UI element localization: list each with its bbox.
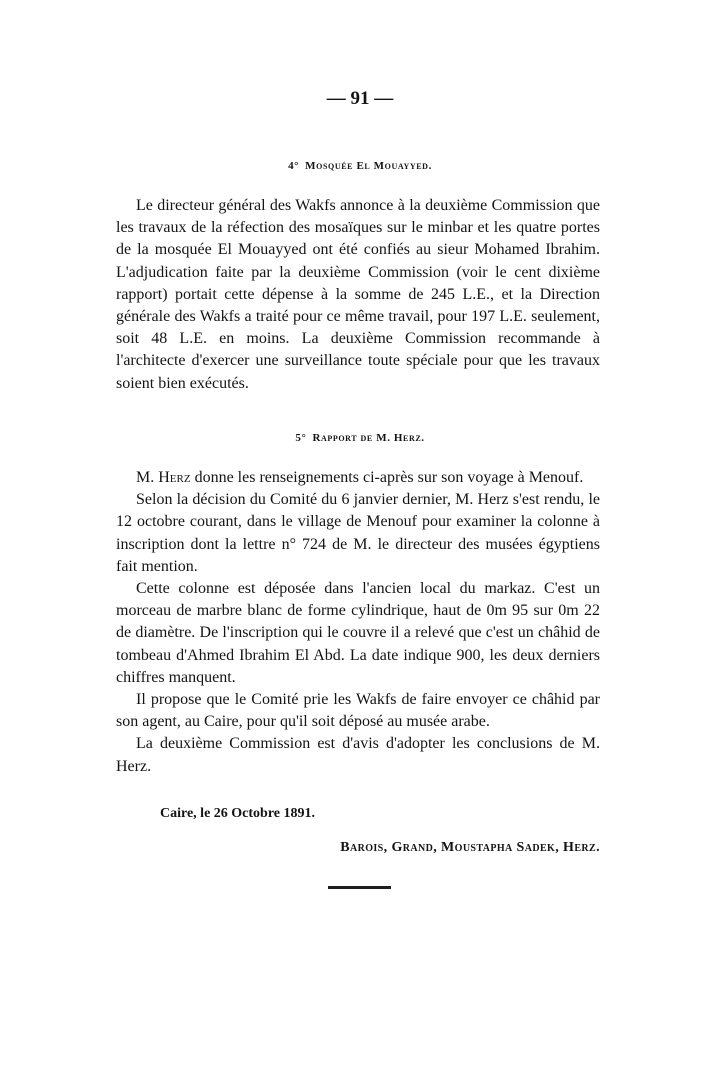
section-body-4	[116, 195, 600, 395]
paragraph: Selon la décision du Comité du 6 janvier dernier, M. Herz s'est rendu, le 12 octobre courant, dans le village de Menouf pour examiner la colonne à inscription dont la lettre n° 724 de M. le directeur des musées égyptiens fait mention.	[116, 491, 600, 575]
dateline: Caire, le 26 Octobre 1891.	[160, 806, 316, 821]
section-heading-4	[0, 160, 720, 172]
page-number: — 91 —	[326, 88, 394, 109]
paragraph: Il propose que le Comité prie les Wakfs de faire envoyer ce châhid par son agent, au Caire, pour qu'il soit déposé au musée arabe.	[116, 691, 600, 731]
section-title: Rapport de M. Herz.	[312, 432, 425, 444]
paragraph: La deuxième Commission est d'avis d'adopter les conclusions de M. Herz.	[116, 735, 600, 775]
person-name: Herz	[158, 469, 191, 486]
section-number: 5°	[295, 432, 307, 444]
paragraph-text: donne les renseignements ci-après sur son voyage à Menouf.	[190, 469, 584, 486]
section-number: 4°	[288, 160, 300, 172]
section-heading-5	[0, 432, 720, 444]
section-title: Mosquée El Mouayyed.	[305, 160, 432, 172]
paragraph	[116, 467, 600, 489]
paragraph-prefix: M.	[136, 469, 159, 486]
section-body-5	[116, 467, 600, 778]
signatures: Barois, Grand, Moustapha Sadek, Herz.	[340, 840, 600, 855]
paragraph: Cette colonne est déposée dans l'ancien local du markaz. C'est un morceau de marbre blanc de forme cylindrique, haut de 0m 95 sur 0m 22 de diamètre. De l'inscription qui le couvre il a relevé que c'est un châhid de tombeau d'Ahmed Ibrahim El Abd. La date indique 900, les deux derniers chiffres manquent.	[116, 580, 600, 686]
paragraph: Le directeur général des Wakfs annonce à la deuxième Commission que les travaux de la réfection des mosaïques sur le minbar et les quatre portes de la mosquée El Mouayyed ont été confiés au sieur Mohamed Ibrahim. L'adjudication faite par la deuxième Commission (voir le cent dixième rapport) portait cette dépense à la somme de 245 L.E., et la Direction générale des Wakfs a traité pour ce même travail, pour 197 L.E. seulement, soit 48 L.E. en moins. La deuxième Commission recommande à l'architecte d'exercer une surveillance toute spéciale pour que les travaux soient bien exécutés.	[116, 197, 600, 392]
closing-rule	[328, 886, 391, 889]
